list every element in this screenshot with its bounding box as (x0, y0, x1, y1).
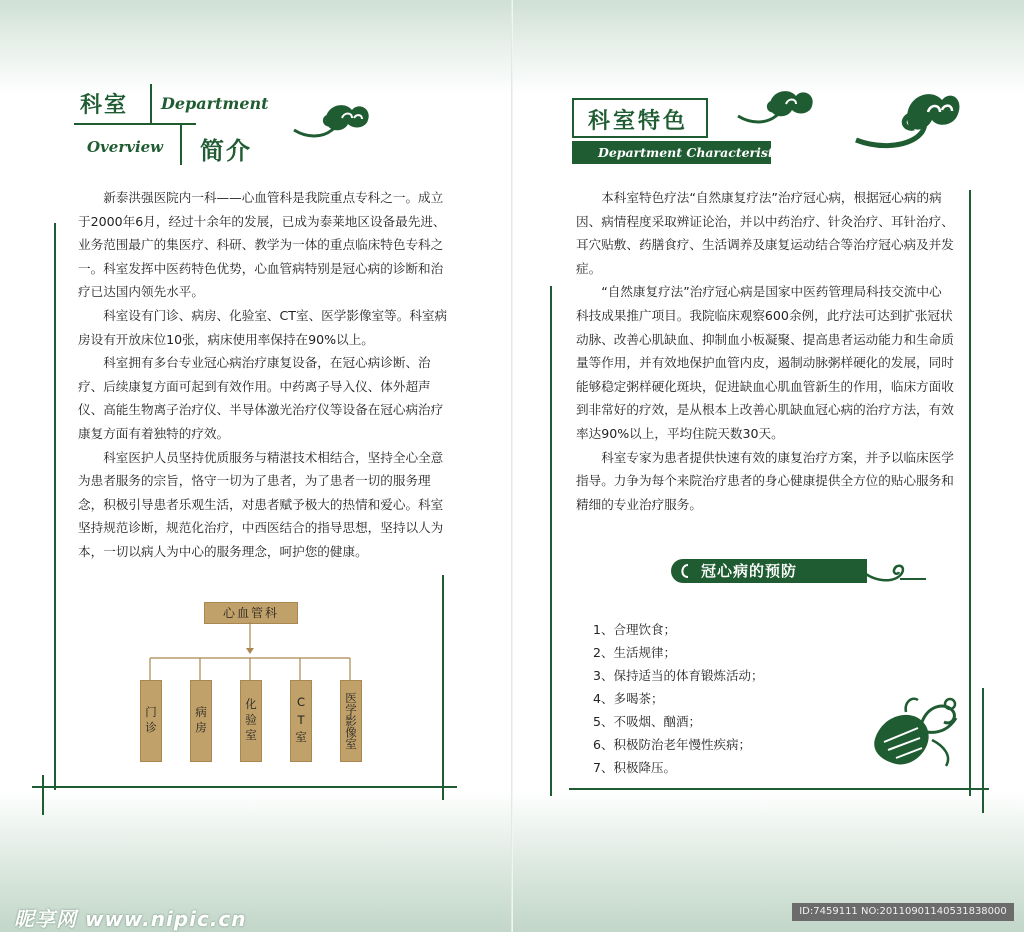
right-paragraph-2: “自然康复疗法”治疗冠心病是国家中医药管理局科技交流中心科技成果推广项目。我院临床观察600余例，此疗法可达到扩张冠状动脉、改善心肌缺血、抑制血小板凝聚、提高患者运动能力和生命质量等作用，并有效地保护血管内皮，遏制动脉粥样硬化的发展，同时能够稳定粥样硬化斑块，促进缺血心肌血管新生的作用，临床方面收到非常好的疗效，是从根本上改善心肌缺血冠心病的治疗方法，有效率达90%以上，平均住院天数30天。 (576, 284, 954, 441)
right-paragraph-1: 本科室特色疗法“自然康复疗法”治疗冠心病，根据冠心病的病因、病情程度采取辨证论治，并以中药治疗、针灸治疗、耳针治疗、耳穴贴敷、药膳食疗、生活调养及康复运动结合等治疗冠心病及并发症。 (576, 190, 954, 276)
left-paragraph-2: 科室设有门诊、病房、化验室、CT室、医学影像室等。科室病房设有开放床位10张，病床使用率保持在90%以上。 (78, 307, 448, 347)
org-child-box: 病房 (190, 680, 212, 762)
title-divider-vertical-top (150, 84, 152, 123)
frame-bottom-line (569, 788, 989, 790)
frame-left-line (550, 286, 552, 796)
frame-left-corner (42, 775, 44, 815)
large-cloud-icon (852, 84, 962, 154)
title-en-characteristic: Department Characteristic (598, 145, 787, 160)
right-body (576, 186, 954, 516)
left-paragraph-1: 新泰洪强医院内一科——心血管科是我院重点专科之一。成立于2000年6月，经过十余年的发展，已成为泰莱地区设备最先进、业务范围最广的集医疗、科研、教学为一体的重点临床特色专科之一。科室发挥中医药特色优势，心血管病特别是冠心病的诊断和治疗已达国内领先水平。 (78, 190, 446, 300)
title-divider-vertical-bottom (180, 125, 182, 165)
left-body (78, 186, 454, 564)
list-item: 7、积极降压。 (593, 760, 676, 775)
title-en-overview: Overview (87, 138, 164, 156)
list-item: 2、生活规律； (593, 645, 676, 660)
title-zh-jianjie: 简介 (200, 136, 252, 165)
frame-right-corner (982, 688, 984, 813)
title-divider-horizontal (74, 123, 196, 125)
frame-bottom-line (32, 786, 457, 788)
frame-left-outer (54, 223, 56, 790)
list-item: 3、保持适当的体育锻炼活动； (593, 668, 764, 683)
org-child-box: 门诊 (140, 680, 162, 762)
prevention-title: 冠心病的预防 (701, 562, 798, 580)
org-child-box: 化验室 (240, 680, 262, 762)
title-zh-tese: 科室特色 (588, 108, 689, 134)
prevention-list (593, 618, 763, 779)
gourd-leaf-icon (866, 692, 962, 774)
org-root-box: 心血管科 (204, 602, 298, 624)
list-item: 5、不吸烟、酗酒； (593, 714, 701, 729)
auspicious-cloud-icon (736, 86, 816, 126)
frame-right-outer (969, 190, 971, 796)
list-item: 4、多喝茶； (593, 691, 664, 706)
frame-right-line (442, 575, 444, 800)
org-child-box: CT室 (290, 680, 312, 762)
list-item: 6、积极防治老年慢性疾病； (593, 737, 751, 752)
auspicious-cloud-icon (292, 100, 372, 142)
image-id-bar: ID:7459111 NO:20110901140531838000 (792, 903, 1014, 921)
right-paragraph-3: 科室专家为患者提供快速有效的康复治疗方案，并予以临床医学指导。力争为每个来院治疗患者的身心健康提供全方位的贴心服务和精细的专业治疗服务。 (576, 449, 954, 512)
banner-scroll-icon (676, 562, 694, 580)
prevention-banner (671, 559, 867, 583)
banner-scroll-tail-icon (862, 561, 928, 583)
site-watermark: 昵享网 www.nipic.cn (14, 907, 247, 931)
left-paragraph-4: 科室医护人员坚持优质服务与精湛技术相结合，坚持全心全意为患者服务的宗旨，恪守一切为了患者，为了患者一切的服务理念，积极引导患者乐观生活，对患者赋予极大的热情和爱心。科室坚持规范诊断，规范化治疗，中西医结合的指导思想，坚持以人为本，一切以病人为中心的服务理念，呵护您的健康。 (78, 449, 444, 559)
list-item: 1、合理饮食； (593, 622, 676, 637)
title-en-department: Department (161, 94, 269, 113)
org-child-box: 医学影像室 (340, 680, 362, 762)
org-connector-lines (140, 622, 370, 682)
page-fold (511, 0, 513, 932)
title-zh-keshi: 科室 (80, 92, 129, 118)
left-paragraph-3: 科室拥有多台专业冠心病治疗康复设备，在冠心病诊断、治疗、后续康复方面可起到有效作用。中药离子导入仪、体外超声仪、高能生物离子治疗仪、半导体激光治疗仪等设备在冠心病治疗康复方面有着独特的疗效。 (78, 355, 444, 441)
